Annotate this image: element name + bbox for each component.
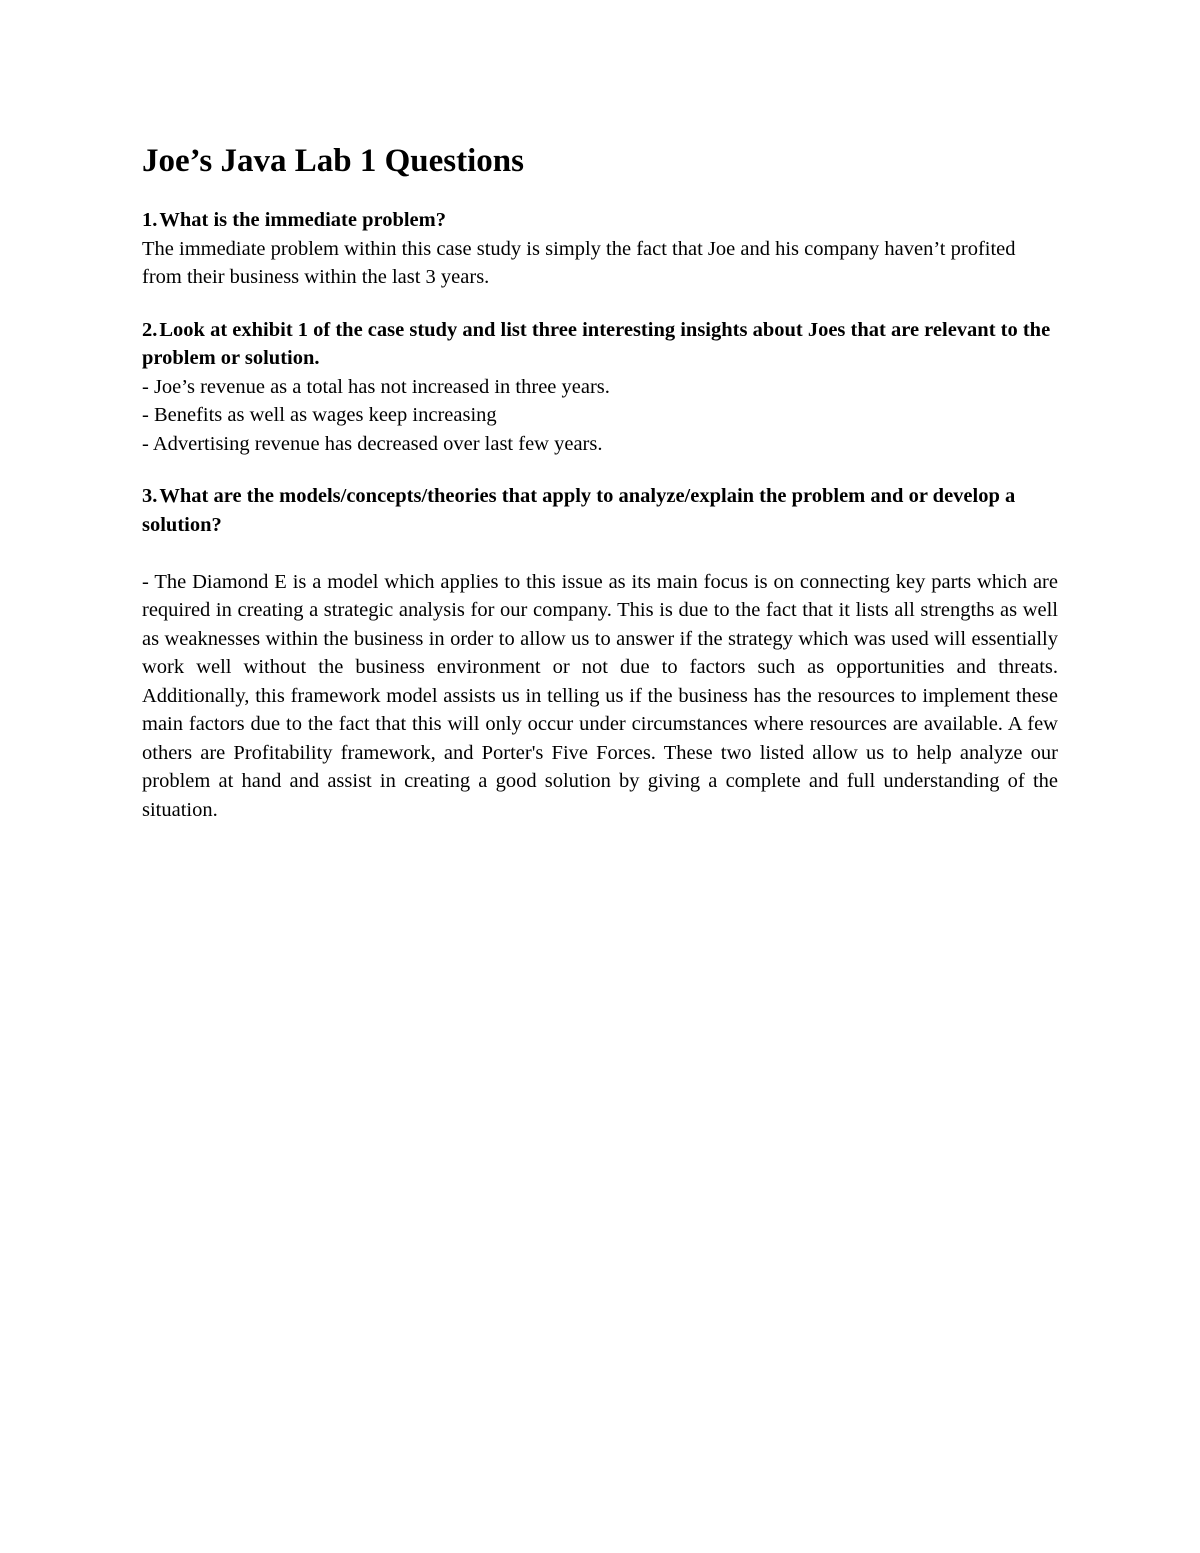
list-item: - Joe’s revenue as a total has not increased in three years. (142, 375, 610, 398)
question-1-text: What is the immediate problem? (159, 209, 446, 231)
document-body (142, 140, 1058, 848)
document-title: Joe’s Java Lab 1 Questions (142, 143, 524, 179)
question-3-heading (142, 482, 1058, 539)
question-3-number: 3. (142, 485, 158, 507)
question-1-number: 1. (142, 209, 158, 231)
list-item: - Advertising revenue has decreased over last few years. (142, 432, 603, 455)
question-2-text: Look at exhibit 1 of the case study and list three interesting insights about Joes that are relevant to the problem or solution. (142, 318, 1051, 369)
list-item: - Benefits as well as wages keep increasing (142, 404, 497, 426)
question-1 (142, 206, 1058, 292)
question-3-text: What are the models/concepts/theories that apply to analyze/explain the problem and or develop a solution? (142, 485, 1016, 536)
question-2-insights-list (142, 373, 1058, 459)
question-1-answer: The immediate problem within this case study is simply the fact that Joe and his company haven’t profited from their business within the last 3 years. (142, 237, 1016, 288)
question-3 (142, 482, 1058, 824)
question-3-answer: - The Diamond E is a model which applies to this issue as its main focus is on connecting key parts which are required in creating a strategic analysis for our company. This is due to the fact that it lists all strengths as well as weaknesses within the business in order to allow us to answer if the strategy which was used will essentially work well without the business environment or not due to factors such as opportunities and threats. Additionally, this framework model assists us in telling us if the business has the resources to implement these main factors due to the fact that this will only occur under circumstances where resources are available. A few others are Profitability framework, and Porter's Five Forces. These two listed allow us to help analyze our problem at hand and assist in creating a good solution by giving a complete and full understanding of the situation. (142, 570, 1058, 821)
question-2-heading (142, 316, 1058, 373)
question-2-number: 2. (142, 318, 158, 341)
question-1-heading (142, 206, 1058, 235)
paragraph-spacer (142, 539, 1058, 568)
question-2 (142, 316, 1058, 459)
